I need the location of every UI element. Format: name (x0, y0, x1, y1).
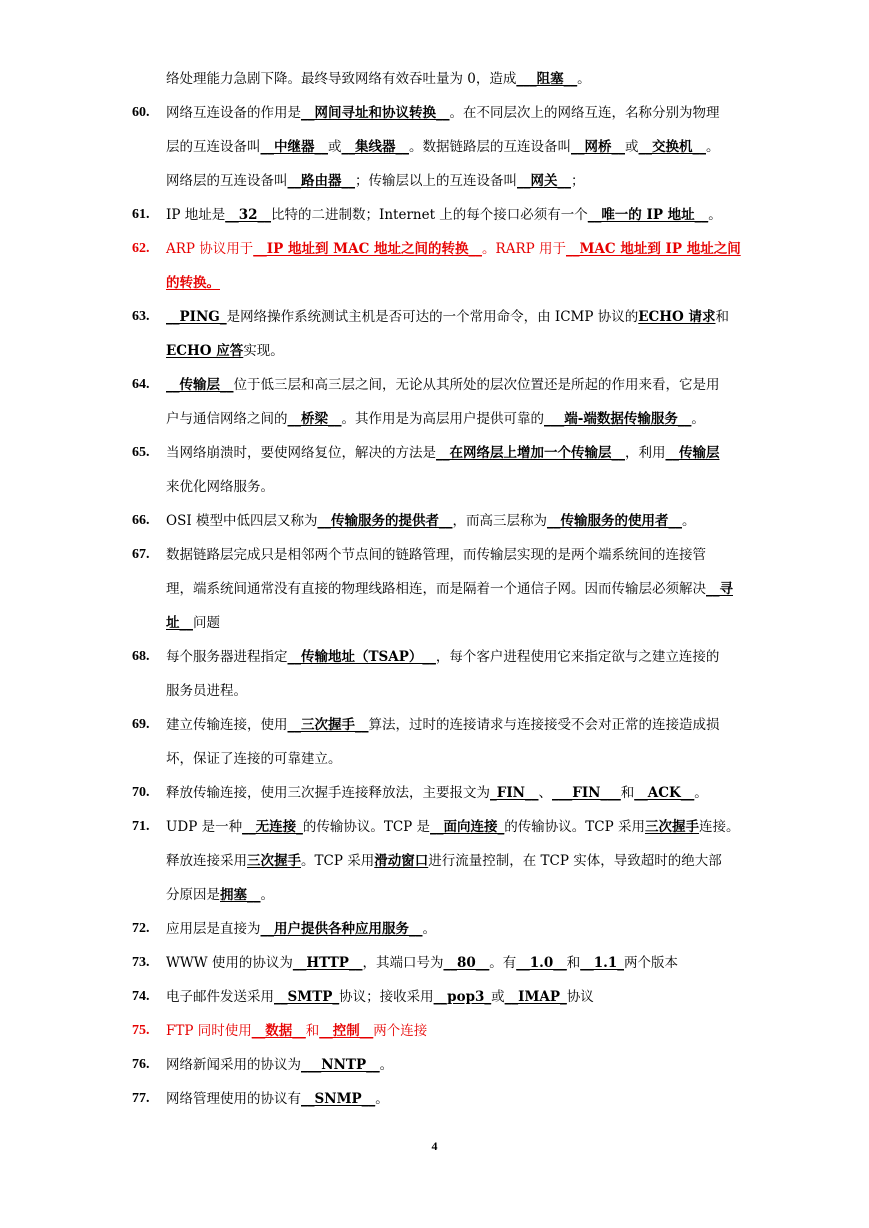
question-text (166, 1082, 389, 1116)
question-segment: 。 (379, 1057, 394, 1073)
question-segment: 当网络崩溃时，要使网络复位，解决的方法是 (166, 445, 436, 461)
answer-blank: 址__ (166, 615, 193, 631)
question-segment: 和 (620, 785, 635, 801)
question-number: 61. (132, 207, 150, 222)
question-segment: 。其作用是为高层用户提供可靠的 (341, 411, 544, 427)
answer-blank: __交换机__ (638, 139, 706, 155)
question-segment: 网络互连设备的作用是 (166, 105, 301, 121)
question-segment: 连接。 (699, 819, 740, 835)
question-segment: 分原因是 (166, 887, 220, 903)
question-number: 70. (132, 785, 150, 800)
continuation-line (132, 130, 792, 164)
question-segment: 理，端系统间通常没有直接的物理线路相连，而是隔着一个通信子网。因而传输层必须解决 (166, 581, 706, 597)
continuation-line (132, 878, 792, 912)
question-segment: 。 (260, 887, 274, 903)
question-segment: ；传输层以上的互连设备叫 (355, 173, 517, 189)
answer-blank: __传输地址（TSAP）__ (287, 649, 436, 665)
question-segment: 和 (715, 309, 729, 325)
question-segment: 。 (706, 139, 720, 155)
question-text (166, 62, 591, 96)
question-line (132, 912, 792, 946)
question-segment: 每个服务器进程指定 (166, 649, 288, 665)
question-number: 66. (132, 513, 150, 528)
question-line (132, 980, 792, 1014)
question-segment: 坏，保证了连接的可靠建立。 (166, 751, 342, 767)
question-line (132, 640, 792, 674)
question-text (166, 164, 585, 198)
question-list (132, 62, 792, 1116)
continuation-line (132, 742, 792, 776)
question-segment: 。 (681, 513, 696, 529)
question-segment: 。TCP 采用 (301, 853, 375, 869)
question-segment: 网络新闻采用的协议为 (166, 1057, 301, 1073)
question-text (166, 708, 720, 742)
question-segment: ，利用 (625, 445, 666, 461)
question-line (132, 946, 792, 980)
question-segment: WWW 使用的协议为 (166, 955, 293, 971)
question-segment: 。 (577, 71, 591, 87)
question-segment: 电子邮件发送采用 (166, 989, 274, 1005)
question-line (132, 198, 792, 232)
question-segment: ； (571, 173, 585, 189)
question-segment: 。 (422, 921, 436, 937)
question-line (132, 810, 792, 844)
question-text (166, 368, 720, 402)
question-segment: 两个版本 (624, 955, 678, 971)
answer-blank: ECHO 请求 (638, 309, 716, 325)
question-segment: 算法，过时的连接请求与连接接受不会对正常的连接造成损 (368, 717, 720, 733)
question-segment: 问题 (193, 615, 220, 631)
question-segment: 服务员进程。 (166, 683, 247, 699)
question-text (166, 606, 220, 640)
question-segment: 层的互连设备叫 (166, 139, 261, 155)
question-number: 65. (132, 445, 150, 460)
continuation-line (132, 164, 792, 198)
answer-blank: __网间寻址和协议转换__ (301, 105, 450, 121)
continuation-line (132, 572, 792, 606)
answer-blank: __1.0__ (516, 955, 567, 971)
question-number: 63. (132, 309, 150, 324)
question-segment: 。 (708, 207, 722, 223)
answer-blank: 三次握手 (247, 853, 301, 869)
question-line (132, 300, 792, 334)
question-segment: 是网络操作系统测试主机是否可达的一个常用命令，由 ICMP 协议的 (226, 309, 639, 325)
answer-blank: __控制__ (319, 1023, 374, 1039)
continuation-line (132, 334, 792, 368)
answer-blank: __IP 地址到 MAC 地址之间的转换__ (253, 241, 483, 257)
answer-blank: __桥梁__ (287, 411, 342, 427)
question-text (166, 912, 436, 946)
question-segment: 网络管理使用的协议有 (166, 1091, 301, 1107)
answer-blank: __网桥__ (571, 139, 625, 155)
question-number: 71. (132, 819, 150, 834)
question-text (166, 96, 720, 130)
question-text (166, 640, 719, 674)
question-text (166, 1048, 393, 1082)
question-text (166, 878, 274, 912)
question-number: 68. (132, 649, 150, 664)
question-text (166, 742, 342, 776)
answer-blank: __1.1_ (580, 955, 624, 971)
question-text (166, 266, 220, 300)
answer-blank: __pop3_ (433, 989, 492, 1005)
question-text (166, 810, 740, 844)
page-number: 4 (431, 1139, 438, 1153)
question-text (166, 436, 720, 470)
question-segment: 或 (625, 139, 639, 155)
question-line (132, 1048, 792, 1082)
answer-blank: __中继器__ (260, 139, 328, 155)
question-line (132, 1014, 792, 1048)
answer-blank: __SNMP__ (301, 1091, 376, 1107)
question-segment: 比特的二进制数；Internet 上的每个接口必须有一个 (271, 207, 588, 223)
question-segment: 和 (305, 1023, 320, 1039)
question-segment: 建立传输连接，使用 (166, 717, 288, 733)
answer-blank: 滑动窗口 (374, 853, 429, 869)
question-text (166, 334, 284, 368)
answer-blank: __路由器__ (287, 173, 355, 189)
answer-blank: __MAC 地址到 IP 地址之间 (565, 241, 741, 257)
answer-blank: __无连接_ (242, 819, 303, 835)
question-text (166, 470, 274, 504)
question-segment: 来优化网络服务。 (166, 479, 274, 495)
answer-blank: __PING_ (166, 309, 227, 325)
question-line (132, 776, 792, 810)
answer-blank: ___端-端数据传输服务__ (544, 411, 692, 427)
question-segment: IP 地址是 (166, 207, 226, 223)
answer-blank: __IMAP_ (504, 989, 567, 1005)
question-text (166, 572, 733, 606)
continuation-line (132, 266, 792, 300)
question-segment: 释放传输连接，使用三次握手连接释放法，主要报文为 (166, 785, 490, 801)
question-segment: ，其端口号为 (362, 955, 444, 971)
question-segment: ARP 协议用于 (166, 241, 254, 257)
continuation-line (132, 62, 792, 96)
question-number: 67. (132, 547, 150, 562)
question-segment: 。 (691, 411, 705, 427)
question-segment: 或 (491, 989, 505, 1005)
question-segment: 实现。 (243, 343, 284, 359)
question-segment: 应用层是直接为 (166, 921, 261, 937)
question-line (132, 232, 792, 266)
question-segment: 。有 (489, 955, 517, 971)
continuation-line (132, 402, 792, 436)
answer-blank: __数据__ (251, 1023, 306, 1039)
continuation-line (132, 606, 792, 640)
question-segment: ，而高三层称为 (452, 513, 547, 529)
answer-blank: __唯一的 IP 地址__ (587, 207, 709, 223)
answer-blank: __传输服务的提供者__ (317, 513, 453, 529)
question-line (132, 436, 792, 470)
question-line (132, 708, 792, 742)
answer-blank: __HTTP__ (292, 955, 363, 971)
question-segment: 、 (538, 785, 552, 801)
question-text (166, 402, 705, 436)
question-number: 74. (132, 989, 150, 1004)
answer-blank: __传输层 (665, 445, 720, 461)
question-number: 64. (132, 377, 150, 392)
question-text (166, 674, 247, 708)
question-line (132, 538, 792, 572)
question-text (166, 198, 722, 232)
answer-blank: 的转换。 (166, 275, 220, 291)
answer-blank: _FIN__ (490, 785, 539, 801)
question-segment: 数据链路层完成只是相邻两个节点间的链路管理，而传输层实现的是两个端系统间的连接管 (166, 547, 706, 563)
question-segment: 进行流量控制，在 TCP 实体，导致超时的绝大部 (428, 853, 722, 869)
question-segment: 释放连接采用 (166, 853, 247, 869)
answer-blank: __32__ (225, 207, 272, 223)
question-segment: FTP 同时使用 (166, 1023, 252, 1039)
question-segment: 协议；接收采用 (339, 989, 434, 1005)
question-number: 72. (132, 921, 150, 936)
answer-blank: __传输服务的使用者__ (546, 513, 682, 529)
question-segment: 络处理能力急剧下降。最终导致网络有效吞吐量为 0，造成 (166, 71, 517, 87)
question-line (132, 368, 792, 402)
question-segment: 户与通信网络之间的 (166, 411, 288, 427)
question-segment: 。RARP 用于 (482, 241, 566, 257)
answer-blank: __集线器__ (341, 139, 409, 155)
question-text (166, 300, 729, 334)
question-line (132, 96, 792, 130)
question-text (166, 504, 695, 538)
question-text (166, 1014, 427, 1048)
question-line (132, 504, 792, 538)
answer-blank: __用户提供各种应用服务__ (260, 921, 423, 937)
answer-blank: ___FIN___ (552, 785, 621, 801)
question-segment: UDP 是一种 (166, 819, 243, 835)
question-segment: 的传输协议。TCP 是 (302, 819, 431, 835)
answer-blank: 三次握手 (645, 819, 700, 835)
answer-blank: __SMTP_ (274, 989, 340, 1005)
question-segment: 协议 (566, 989, 594, 1005)
answer-blank: __ACK__ (634, 785, 695, 801)
question-text (166, 844, 722, 878)
continuation-line (132, 674, 792, 708)
answer-blank: __三次握手__ (287, 717, 369, 733)
question-segment: ，每个客户进程使用它来指定欲与之建立连接的 (435, 649, 720, 665)
answer-blank: 拥塞__ (220, 887, 261, 903)
answer-blank: __网关__ (517, 173, 571, 189)
question-number: 75. (132, 1023, 150, 1038)
continuation-line (132, 470, 792, 504)
continuation-line (132, 844, 792, 878)
answer-blank: __寻 (706, 581, 733, 597)
question-segment: 和 (566, 955, 581, 971)
question-text (166, 130, 720, 164)
question-number: 77. (132, 1091, 150, 1106)
question-text (166, 232, 741, 266)
answer-blank: ___NNTP__ (301, 1057, 380, 1073)
answer-blank: ECHO 应答 (166, 343, 244, 359)
question-text (166, 776, 708, 810)
question-number: 69. (132, 717, 150, 732)
question-number: 60. (132, 105, 150, 120)
question-number: 73. (132, 955, 150, 970)
answer-blank: __在网络层上增加一个传输层__ (436, 445, 625, 461)
answer-blank: __80__ (443, 955, 490, 971)
answer-blank: __面向连接_ (430, 819, 505, 835)
question-segment: 。数据链路层的互连设备叫 (409, 139, 571, 155)
question-segment: 两个连接 (373, 1023, 428, 1039)
question-segment: OSI 模型中低四层又称为 (166, 513, 318, 529)
question-number: 76. (132, 1057, 150, 1072)
question-segment: 的传输协议。TCP 采用 (504, 819, 646, 835)
question-segment: 。在不同层次上的网络互连，名称分别为物理 (449, 105, 720, 121)
question-text (166, 946, 678, 980)
question-text (166, 538, 706, 572)
question-segment: 。 (694, 785, 708, 801)
question-text (166, 980, 594, 1014)
question-number: 62. (132, 241, 150, 256)
question-segment: 。 (375, 1091, 389, 1107)
question-segment: 网络层的互连设备叫 (166, 173, 288, 189)
question-segment: 位于低三层和高三层之间，无论从其所处的层次位置还是所起的作用来看，它是用 (233, 377, 720, 393)
question-segment: 或 (328, 139, 342, 155)
answer-blank: ___阻塞__ (516, 71, 578, 87)
question-line (132, 1082, 792, 1116)
answer-blank: __传输层__ (166, 377, 234, 393)
